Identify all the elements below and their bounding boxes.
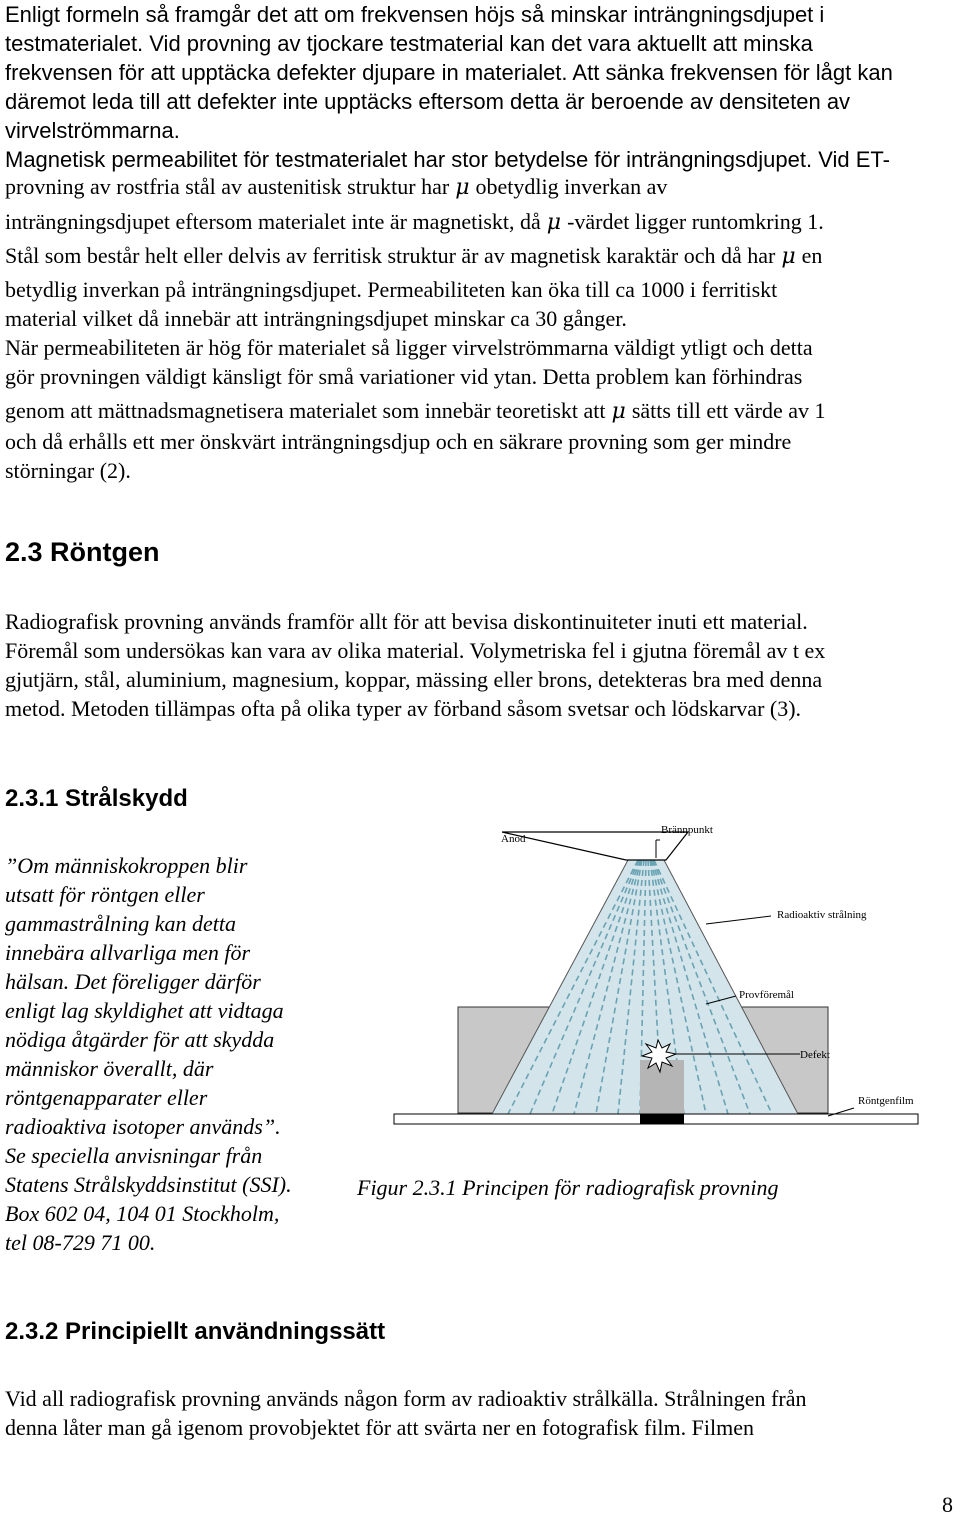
text-line: testmaterialet. Vid provning av tjockare testmaterial kan det vara aktuellt att minska (5, 31, 813, 56)
text-line: material vilket då innebär att inträngningsdjupet minskar ca 30 gånger. (5, 306, 627, 331)
text-line: genom att mättnadsmagnetisera materialet som innebär teoretiskt att μ sätts till ett värde av 1 (5, 398, 826, 424)
mu-symbol: μ (455, 175, 470, 200)
text-line: inträngningsdjupet eftersom materialet inte är magnetiskt, då μ -värdet ligger runtomkring 1. (5, 209, 824, 235)
text-line: gjutjärn, stål, aluminium, magnesium, koppar, mässing eller brons, detekteras bra med denna (5, 667, 823, 692)
quote-line: enligt lag skyldighet att vidtaga (5, 998, 284, 1023)
anode-shape (502, 832, 688, 860)
section-heading-2-3-1: 2.3.1 Strålskydd (5, 785, 188, 812)
quote-line: Statens Strålskyddsinstitut (SSI). (5, 1172, 292, 1197)
section-2-3-text (5, 607, 825, 723)
permeability-text (5, 172, 826, 485)
quote-line: Se speciella anvisningar från (5, 1143, 263, 1168)
radiation-protection-quote (5, 851, 292, 1257)
text-line: störningar (2). (5, 458, 131, 483)
figure-caption: Figur 2.3.1 Principen för radiografisk provning (357, 1175, 779, 1200)
text-line: Radiografisk provning används framför allt för att bevisa diskontinuiteter inuti ett material. (5, 609, 808, 634)
quote-line: utsatt för röntgen eller (5, 882, 205, 907)
text-line: Vid all radiografisk provning används någon form av radioaktiv strålkälla. Strålningen från (5, 1386, 807, 1411)
film-exposure-mark (640, 1114, 684, 1124)
label-defect: Defekt (800, 1049, 830, 1061)
defect-shadow (640, 1060, 684, 1114)
text-line: Magnetisk permeabilitet för testmaterialet har stor betydelse för inträngningsdjupet. Vid ET- (5, 147, 890, 172)
mu-symbol: μ (781, 244, 796, 269)
text-line: När permeabiliteten är hög för materialet så ligger virvelströmmarna väldigt ytligt och detta (5, 335, 813, 360)
text-line: metod. Metoden tillämpas ofta på olika typer av förband såsom svetsar och lödskarvar (3). (5, 696, 802, 721)
quote-line: Box 602 04, 104 01 Stockholm, (5, 1201, 280, 1226)
text-line: Föremål som undersökas kan vara av olika material. Volymetriska fel i gjutna föremål av t ex (5, 638, 826, 663)
quote-line: tel 08-729 71 00. (5, 1230, 156, 1255)
label-film: Röntgenfilm (858, 1095, 914, 1107)
text-line: gör provningen väldigt känsligt för små variationer vid ytan. Detta problem kan förhindras (5, 364, 803, 389)
quote-line: nödiga åtgärder för att skydda (5, 1027, 275, 1052)
label-focal-point: Brännpunkt (661, 824, 713, 836)
text-line: däremot leda till att defekter inte upptäcks eftersom detta är beroende av densiteten av (5, 89, 851, 114)
text-line: Stål som består helt eller delvis av ferritisk struktur är av magnetisk karaktär och då har μ en (5, 243, 823, 269)
text-line: denna låter man gå igenom provobjektet för att svärta ner en fotografisk film. Filmen (5, 1415, 754, 1440)
quote-line: ”Om människokroppen blir (5, 853, 248, 878)
section-heading-2-3: 2.3 Röntgen (5, 537, 160, 567)
section-2-3-2-text (5, 1384, 806, 1442)
quote-line: hälsan. Det föreligger därför (5, 969, 261, 994)
quote-line: radioaktiva isotoper används”. (5, 1114, 281, 1139)
label-test-object: Provföremål (739, 989, 794, 1001)
label-radiation: Radioaktiv strålning (777, 909, 867, 921)
mu-symbol: μ (611, 399, 626, 424)
section-heading-2-3-2: 2.3.2 Principiellt användningssätt (5, 1318, 386, 1345)
text-line: och då erhålls ett mer önskvärt inträngningsdjup och en säkrare provning som ger mindre (5, 429, 792, 454)
mu-symbol: μ (546, 210, 562, 235)
text-line: betydlig inverkan på inträngningsdjupet. Permeabiliteten kan öka till ca 1000 i ferritiskt (5, 277, 778, 302)
quote-line: gammastrålning kan detta (5, 911, 236, 936)
page-number: 8 (942, 1492, 953, 1517)
text-line: Enligt formeln så framgår det att om frekvensen höjs så minskar inträngningsdjupet i (5, 2, 825, 27)
radiography-diagram (388, 818, 928, 1130)
quote-line: människor överallt, där (5, 1056, 214, 1081)
text-line: provning av rostfria stål av austenitisk struktur har μ obetydlig inverkan av (5, 174, 668, 200)
quote-line: innebära allvarliga men för (5, 940, 251, 965)
quote-line: röntgenapparater eller (5, 1085, 208, 1110)
intro-sans-text (5, 0, 893, 174)
text-line: virvelströmmarna. (5, 118, 180, 143)
text-line: frekvensen för att upptäcka defekter djupare in materialet. Att sänka frekvensen för lågt kan (5, 60, 893, 85)
label-anode: Anod (501, 833, 526, 845)
